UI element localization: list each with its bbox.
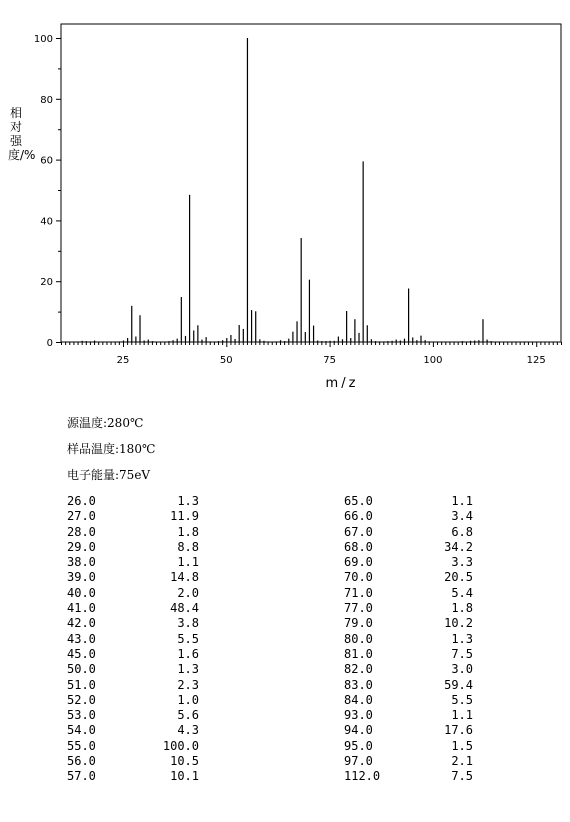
peak-mz: 39.0 [67, 570, 96, 585]
sample-temperature: 样品温度:180℃ [67, 442, 156, 456]
peak-abundance: 5.6 [177, 708, 199, 723]
mass-spectrum-chart [0, 0, 570, 395]
peak-row [344, 555, 473, 570]
peak-mz: 43.0 [67, 631, 96, 646]
peak-row [344, 693, 473, 708]
peak-row [344, 723, 473, 738]
peak-abundance: 1.0 [177, 692, 199, 707]
source-temperature: 源温度:280℃ [67, 416, 144, 430]
peak-row [344, 739, 473, 754]
peak-abundance: 8.8 [177, 539, 199, 554]
y-tick-label: 40 [40, 216, 53, 228]
peak-row [67, 586, 199, 601]
peak-row [67, 494, 199, 509]
peak-abundance: 11.9 [170, 509, 199, 524]
peak-mz: 54.0 [67, 723, 96, 738]
peak-mz: 57.0 [67, 769, 96, 784]
peak-mz: 79.0 [344, 616, 373, 631]
peak-abundance: 3.0 [451, 662, 473, 677]
x-tick-label: 50 [219, 355, 233, 366]
peak-table-right [344, 494, 473, 785]
y-tick-label: 60 [40, 155, 53, 167]
peak-mz: 67.0 [344, 524, 373, 539]
peak-abundance: 3.3 [451, 555, 473, 570]
peak-abundance: 48.4 [170, 601, 199, 616]
peak-row [67, 723, 199, 738]
peak-row [67, 708, 199, 723]
peak-abundance: 5.5 [177, 631, 199, 646]
peak-row [67, 632, 199, 647]
peak-abundance: 1.3 [451, 631, 473, 646]
peak-row [67, 754, 199, 769]
x-tick-label: 75 [323, 355, 336, 366]
peak-row [344, 586, 473, 601]
peak-row [67, 616, 199, 631]
peak-row [67, 570, 199, 585]
y-tick-label: 20 [40, 277, 53, 289]
peak-row [67, 525, 199, 540]
peak-row [344, 662, 473, 677]
peak-mz: 41.0 [67, 601, 96, 616]
peak-row [344, 540, 473, 555]
x-tick-label: 100 [423, 355, 443, 366]
peak-abundance: 10.2 [444, 616, 473, 631]
peak-table-left [67, 494, 199, 785]
peak-abundance: 3.4 [451, 509, 473, 524]
peak-row [344, 632, 473, 647]
peak-mz: 66.0 [344, 509, 373, 524]
peak-abundance: 4.3 [177, 723, 199, 738]
peak-mz: 51.0 [67, 677, 96, 692]
peak-row [344, 509, 473, 524]
plot-frame [61, 24, 561, 342]
peak-mz: 56.0 [67, 754, 96, 769]
peak-abundance: 1.8 [451, 601, 473, 616]
peak-row [67, 739, 199, 754]
peak-abundance: 5.5 [451, 692, 473, 707]
peak-row [67, 540, 199, 555]
peak-mz: 27.0 [67, 509, 96, 524]
peak-row [67, 601, 199, 616]
peak-mz: 55.0 [67, 738, 96, 753]
peak-mz: 70.0 [344, 570, 373, 585]
y-axis-label: 相对强度/% [8, 106, 36, 162]
y-tick-label: 0 [46, 338, 53, 349]
peak-row [67, 662, 199, 677]
peak-mz: 84.0 [344, 692, 373, 707]
peak-mz: 77.0 [344, 601, 373, 616]
peak-mz: 97.0 [344, 754, 373, 769]
peak-abundance: 2.3 [177, 677, 199, 692]
peak-mz: 29.0 [67, 539, 96, 554]
peak-mz: 71.0 [344, 585, 373, 600]
peak-mz: 81.0 [344, 646, 373, 661]
peak-abundance: 1.1 [451, 708, 473, 723]
peak-row [67, 555, 199, 570]
peak-row [344, 678, 473, 693]
peak-abundance: 1.1 [177, 555, 199, 570]
peak-abundance: 10.5 [170, 754, 199, 769]
peak-mz: 26.0 [67, 494, 96, 508]
peak-mz: 28.0 [67, 524, 96, 539]
peak-mz: 42.0 [67, 616, 96, 631]
peak-abundance: 20.5 [444, 570, 473, 585]
peak-row [344, 647, 473, 662]
peak-row [67, 693, 199, 708]
peak-abundance: 1.1 [451, 494, 473, 508]
peak-row [344, 494, 473, 509]
x-axis-label: m/z [325, 376, 359, 391]
peak-mz: 38.0 [67, 555, 96, 570]
peak-abundance: 2.1 [451, 754, 473, 769]
x-tick-label: 125 [526, 355, 546, 366]
peak-abundance: 1.6 [177, 646, 199, 661]
peak-abundance: 1.3 [177, 662, 199, 677]
peak-row [344, 525, 473, 540]
peak-row [67, 509, 199, 524]
peak-mz: 52.0 [67, 692, 96, 707]
peak-abundance: 10.1 [170, 769, 199, 784]
peak-abundance: 7.5 [451, 769, 473, 784]
peak-row [344, 708, 473, 723]
electron-energy: 电子能量:75eV [67, 468, 151, 482]
peak-abundance: 1.3 [177, 494, 199, 508]
peak-mz: 82.0 [344, 662, 373, 677]
peak-mz: 53.0 [67, 708, 96, 723]
peak-abundance: 7.5 [451, 646, 473, 661]
peak-mz: 45.0 [67, 646, 96, 661]
peak-mz: 40.0 [67, 585, 96, 600]
peak-abundance: 1.5 [451, 738, 473, 753]
peak-abundance: 6.8 [451, 524, 473, 539]
peak-row [344, 616, 473, 631]
peak-abundance: 1.8 [177, 524, 199, 539]
peak-row [344, 570, 473, 585]
peak-abundance: 59.4 [444, 677, 473, 692]
peak-row [344, 754, 473, 769]
peak-abundance: 3.8 [177, 616, 199, 631]
peak-abundance: 5.4 [451, 585, 473, 600]
peak-mz: 50.0 [67, 662, 96, 677]
peak-row [67, 647, 199, 662]
peak-mz: 80.0 [344, 631, 373, 646]
peak-row [67, 678, 199, 693]
peak-mz: 65.0 [344, 494, 373, 508]
peak-mz: 112.0 [344, 769, 381, 784]
peak-abundance: 14.8 [170, 570, 199, 585]
peak-mz: 94.0 [344, 723, 373, 738]
peak-mz: 83.0 [344, 677, 373, 692]
peak-mz: 93.0 [344, 708, 373, 723]
peak-row [344, 769, 473, 784]
peak-row [344, 601, 473, 616]
peak-mz: 95.0 [344, 738, 373, 753]
peak-abundance: 17.6 [444, 723, 473, 738]
y-tick-label: 100 [33, 34, 53, 45]
peak-abundance: 100.0 [162, 738, 199, 753]
peak-mz: 69.0 [344, 555, 373, 570]
peak-row [67, 769, 199, 784]
peak-abundance: 34.2 [444, 539, 473, 554]
peak-abundance: 2.0 [177, 585, 199, 600]
peak-mz: 68.0 [344, 539, 373, 554]
x-tick-label: 25 [116, 355, 130, 366]
y-tick-label: 80 [40, 94, 53, 106]
